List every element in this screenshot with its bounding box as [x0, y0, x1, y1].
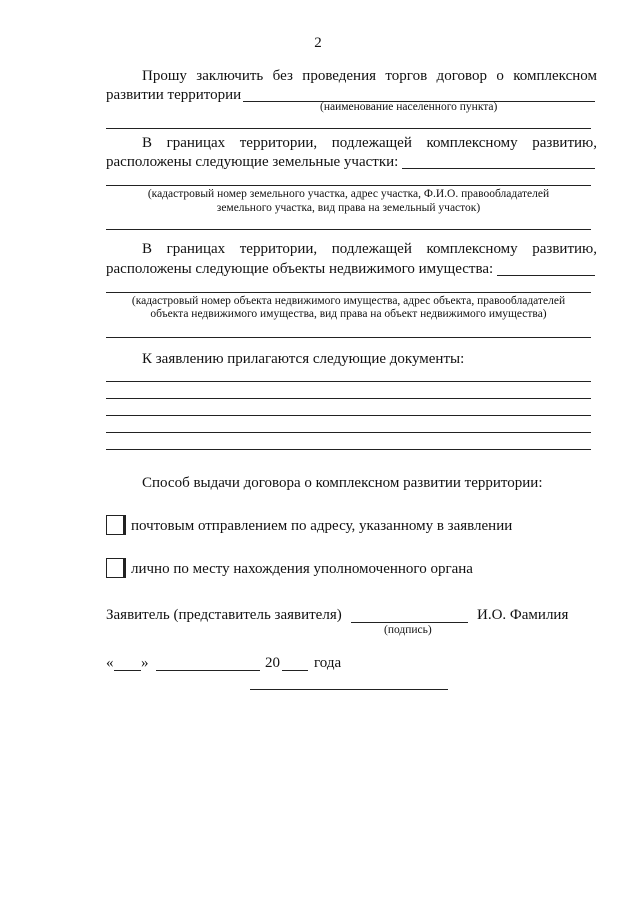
delivery-mail-checkbox[interactable] — [106, 515, 126, 535]
date-year-prefix: 20 — [265, 655, 280, 671]
land-input-line-2[interactable] — [106, 185, 591, 186]
signature-caption: (подпись) — [384, 624, 432, 636]
realty-input-line-3[interactable] — [106, 337, 591, 338]
delivery-mail-label: почтовым отправлением по адресу, указанному в заявлении — [131, 518, 513, 534]
land-input-line-3[interactable] — [106, 229, 591, 230]
documents-line-5[interactable] — [106, 449, 591, 450]
documents-line-3[interactable] — [106, 415, 591, 416]
date-day-line[interactable] — [114, 670, 141, 671]
land-caption-1: (кадастровый номер земельного участка, адрес участка, Ф.И.О. правообладателей — [147, 188, 550, 200]
date-suffix: года — [314, 655, 342, 671]
date-month-line[interactable] — [156, 670, 260, 671]
land-caption-2: земельного участка, вид права на земельный участок) — [216, 202, 481, 214]
realty-input-line-2[interactable] — [106, 292, 591, 293]
page-number: 2 — [314, 35, 322, 51]
delivery-heading: Способ выдачи договора о комплексном развитии территории: — [142, 475, 543, 491]
documents-heading: К заявлению прилагаются следующие документы: — [142, 351, 465, 367]
settlement-input-line-2[interactable] — [106, 128, 591, 129]
applicant-label: Заявитель (представитель заявителя) — [106, 607, 342, 623]
signature-line[interactable] — [351, 622, 468, 623]
request-line-2: развитии территории — [106, 87, 242, 103]
request-line-1: Прошу заключить без проведения торгов договор о комплексном — [142, 68, 597, 84]
realty-input-line[interactable] — [497, 275, 595, 276]
realty-line-1: В границах территории, подлежащей комплексному развитию, — [142, 241, 597, 257]
realty-line-2: расположены следующие объекты недвижимого имущества: — [106, 261, 494, 277]
bottom-signature-line[interactable] — [250, 689, 448, 690]
documents-line-2[interactable] — [106, 398, 591, 399]
realty-caption-2: объекта недвижимого имущества, вид права на объект недвижимого имущества) — [150, 308, 547, 320]
settlement-caption: (наименование населенного пункта) — [320, 101, 498, 113]
date-open-quote: « — [106, 655, 114, 671]
delivery-in-person-checkbox[interactable] — [106, 558, 126, 578]
documents-line-4[interactable] — [106, 432, 591, 433]
delivery-in-person-label: лично по месту нахождения уполномоченного органа — [131, 561, 473, 577]
land-input-line[interactable] — [402, 168, 595, 169]
date-year-line[interactable] — [282, 670, 308, 671]
realty-caption-1: (кадастровый номер объекта недвижимого имущества, адрес объекта, правообладателей — [131, 295, 566, 307]
date-close-quote: » — [141, 655, 149, 671]
land-line-1: В границах территории, подлежащей комплексному развитию, — [142, 135, 597, 151]
applicant-name: И.О. Фамилия — [477, 607, 569, 623]
documents-line-1[interactable] — [106, 381, 591, 382]
land-line-2: расположены следующие земельные участки: — [106, 154, 399, 170]
